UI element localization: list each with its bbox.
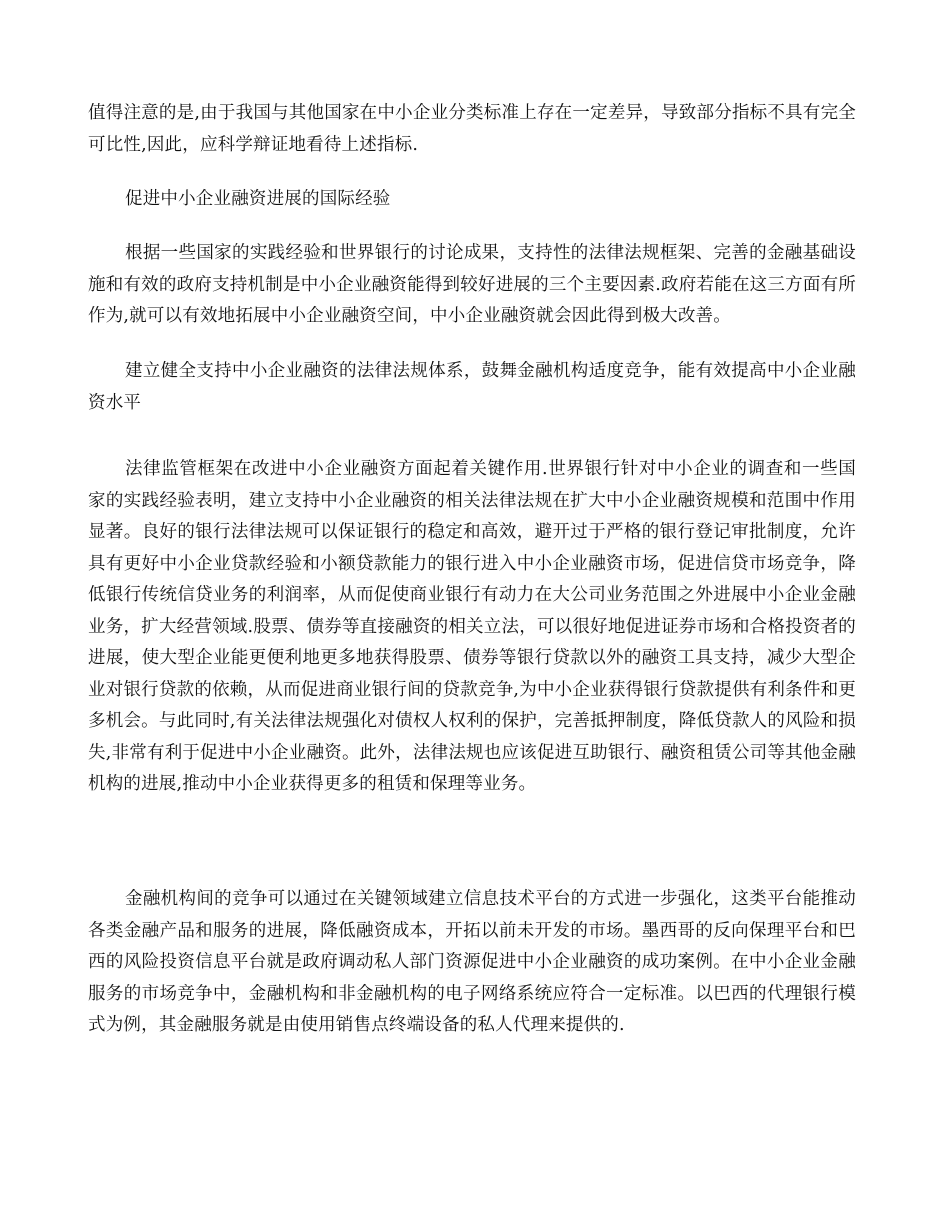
paragraph-1: 值得注意的是,由于我国与其他国家在中小企业分类标准上存在一定差异，导致部分指标不具有完全可比性,因此，应科学辩证地看待上述指标. bbox=[88, 103, 856, 155]
paragraph-3: 法律监管框架在改进中小企业融资方面起着关键作用.世界银行针对中小企业的调查和一些国家的实践经验表明，建立支持中小企业融资的相关法律法规在扩大中小企业融资规模和范围中作用显著。良好的银行法律法规可以保证银行的稳定和高效，避开过于严格的银行登记审批制度，允许具有更好中小企业贷款经验和小额贷款能力的银行进入中小企业融资市场，促进信贷市场竞争，降低银行传统信贷业务的利润率，从而促使商业银行有动力在大公司业务范围之外进展中小企业金融业务，扩大经营领域.股票、债券等直接融资的相关立法，可以很好地促进证券市场和合格投资者的进展，使大型企业能更便利地更多地获得股票、债券等银行贷款以外的融资工具支持，减少大型企业对银行贷款的依赖，从而促进商业银行间的贷款竞争,为中小企业获得银行贷款提供有利条件和更多机会。与此同时,有关法律法规强化对债权人权利的保护，完善抵押制度，降低贷款人的风险和损失,非常有利于促进中小企业融资。此外，法律法规也应该促进互助银行、融资租赁公司等其他金融机构的进展,推动中小企业获得更多的租赁和保理等业务。 bbox=[88, 459, 856, 794]
paragraph-2: 根据一些国家的实践经验和世界银行的讨论成果，支持性的法律法规框架、完善的金融基础设施和有效的政府支持机制是中小企业融资能得到较好进展的三个主要因素.政府若能在这三方面有所作为,就可以有效地拓展中小企业融资空间，中小企业融资就会因此得到极大改善。 bbox=[88, 243, 856, 326]
section-heading-international-experience: 促进中小企业融资进展的国际经验 bbox=[125, 189, 391, 209]
paragraph-4: 金融机构间的竞争可以通过在关键领域建立信息技术平台的方式进一步强化，这类平台能推动各类金融产品和服务的进展，降低融资成本，开拓以前未开发的市场。墨西哥的反向保理平台和巴西的风险投资信息平台就是政府调动私人部门资源促进中小企业融资的成功案例。在中小企业金融服务的市场竞争中，金融机构和非金融机构的电子网络系统应符合一定标准。以巴西的代理银行模式为例，其金融服务就是由使用销售点终端设备的私人代理来提供的. bbox=[88, 889, 856, 1035]
section-heading-legal-framework: 建立健全支持中小企业融资的法律法规体系，鼓舞金融机构适度竞争，能有效提高中小企业融资水平 bbox=[88, 361, 856, 413]
